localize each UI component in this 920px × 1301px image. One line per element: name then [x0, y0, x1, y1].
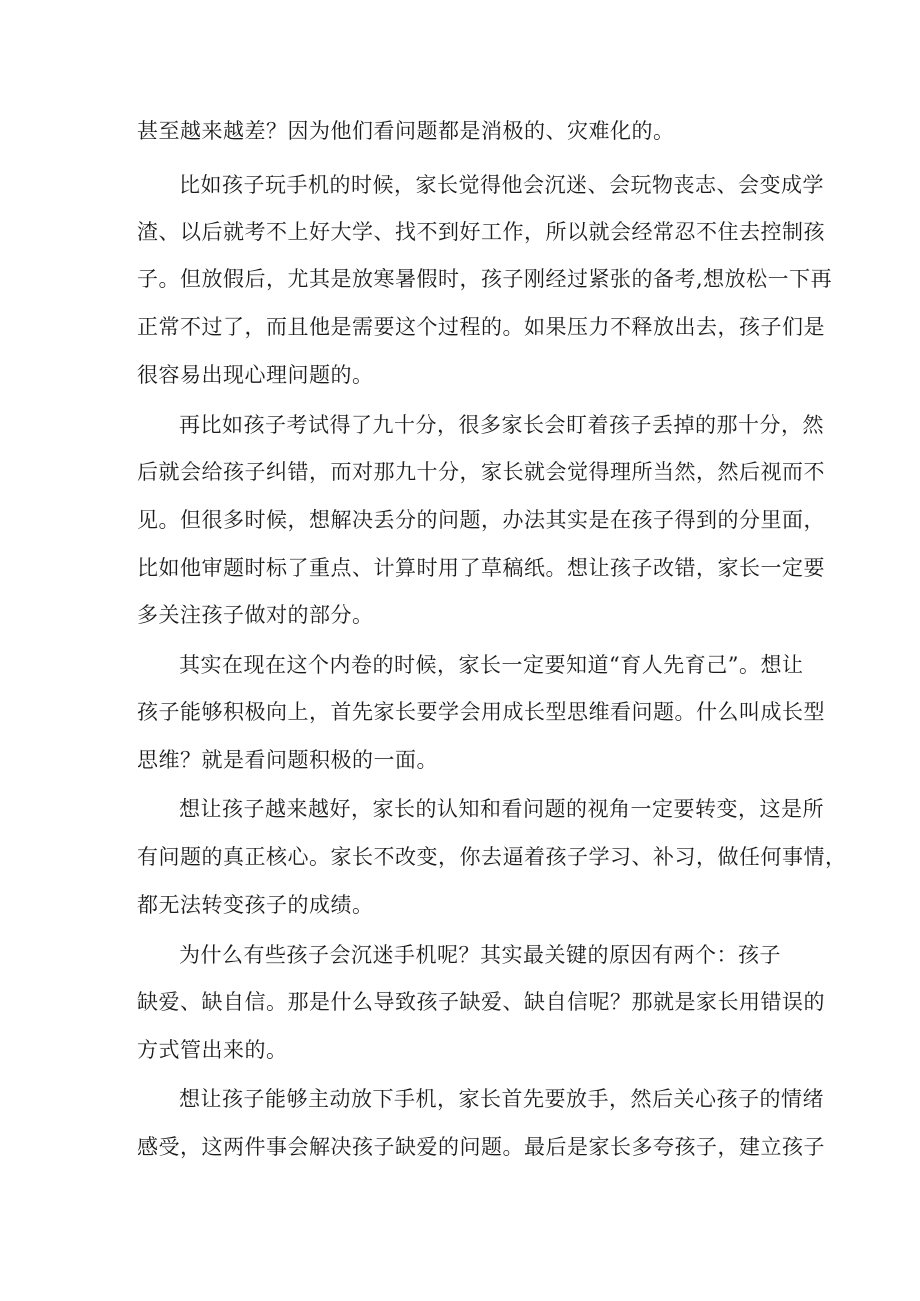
text-line: 为什么有些孩子会沉迷手机呢？其实最关键的原因有两个：孩子	[179, 943, 781, 967]
text-line: 想让孩子越来越好，家长的认知和看问题的视角一定要转变，这是所	[179, 797, 824, 821]
text-line: 思维？就是看问题积极的一面。	[137, 748, 438, 772]
text-line: 比如他审题时标了重点、计算时用了草稿纸。想让孩子改错，家长一定要	[137, 556, 825, 580]
text-line: 都无法转变孩子的成绩。	[137, 893, 374, 917]
text-line: 再比如孩子考试得了九十分，很多家长会盯着孩子丢掉的那十分，然	[179, 413, 824, 437]
text-line: 很容易出现心理问题的。	[137, 363, 374, 387]
text-line: 其实在现在这个内卷的时候，家长一定要知道“育人先育己”。想让	[179, 653, 804, 677]
text-line: 见。但很多时候，想解决丢分的问题，办法其实是在孩子得到的分里面，	[137, 508, 825, 532]
text-line: 甚至越来越差？因为他们看问题都是消极的、灾难化的。	[137, 119, 675, 143]
text-line: 比如孩子玩手机的时候，家长觉得他会沉迷、会玩物丧志、会变成学	[179, 173, 824, 197]
text-line: 多关注孩子做对的部分。	[137, 603, 374, 627]
text-line: 有问题的真正核心。家长不改变，你去逼着孩子学习、补习，做任何事情，	[137, 845, 847, 869]
text-line: 孩子能够积极向上，首先家长要学会用成长型思维看问题。什么叫成长型	[137, 700, 825, 724]
text-line: 正常不过了，而且他是需要这个过程的。如果压力不释放出去，孩子们是	[137, 315, 825, 339]
text-line: 想让孩子能够主动放下手机，家长首先要放手，然后关心孩子的情绪	[179, 1087, 824, 1111]
text-line: 方式管出来的。	[137, 1038, 288, 1062]
text-line: 渣、以后就考不上好大学、找不到好工作，所以就会经常忍不住去控制孩	[137, 220, 825, 244]
text-line: 后就会给孩子纠错，而对那九十分，家长就会觉得理所当然，然后视而不	[137, 460, 825, 484]
text-line: 缺爱、缺自信。那是什么导致孩子缺爱、缺自信呢？那就是家长用错误的	[137, 990, 825, 1014]
text-line: 子。但放假后，尤其是放寒暑假时，孩子刚经过紧张的备考,想放松一下再	[137, 267, 833, 291]
text-line: 感受，这两件事会解决孩子缺爱的问题。最后是家长多夸孩子，建立孩子	[137, 1135, 825, 1159]
